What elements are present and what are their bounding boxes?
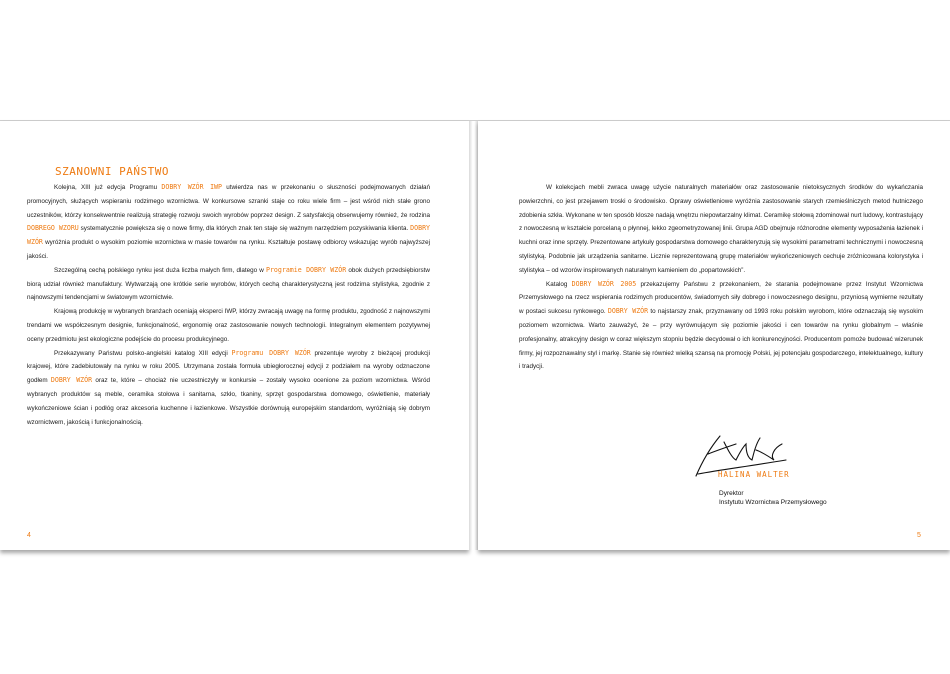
- signatory-role: [719, 490, 827, 507]
- page-number-right: 5: [917, 532, 921, 539]
- program-name-highlight: DOBRY WZÓR: [27, 224, 431, 247]
- book-gutter: [469, 121, 478, 550]
- program-name-highlight: Programu DOBRY WZÓR: [231, 348, 311, 357]
- body-text-run: oraz te, które – chociaż nie uczestniczyły w konkursie – zostały wysoko ocenione za poziom wzornictwa. Wśród wybranych produktów są meble, ceramika stołowa i sanitarna, szkło, tkaniny, sprzęt gospodarstwa domowego, oświetlenie, materiały wykończeniowe ścian i podłóg oraz akcesoria kuchenne i łazienkowe. Wszystkie dorównują europejskim standardom, wyróżniają się dobrym wzornictwem, jakością i funkcjonalnością.: [27, 377, 431, 426]
- body-text-run: Katalog: [546, 280, 572, 288]
- body-text-run: systematycznie powiększa się o nowe firmy, dla których znak ten staje się ważnym narzędziem pozyskiwania klienta.: [78, 225, 411, 233]
- right-paragraph: [519, 278, 923, 375]
- body-text-run: Szczególną cechą polskiego rynku jest duża liczba małych firm, dlatego w: [54, 266, 266, 274]
- signatory-title: Dyrektor: [719, 490, 744, 497]
- body-text-run: Przekazywany Państwu polsko-angielski katalog XIII edycji: [54, 349, 232, 357]
- right-paragraph: [519, 181, 923, 278]
- program-name-highlight: DOBRY WZÓR: [607, 307, 649, 316]
- program-name-highlight: DOBREGO WZORU: [27, 224, 79, 233]
- right-body-text: [519, 181, 923, 374]
- left-paragraph: [27, 305, 430, 346]
- page-heading: SZANOWNI PAŃSTWO: [55, 165, 169, 178]
- body-text-run: Kolejna, XIII już edycja Programu: [54, 184, 162, 191]
- body-text-run: Krajową produkcję w wybranych branżach oceniają eksperci IWP, którzy zwracają uwagę na formę produktu, zgodność z najnowszymi trendami we współczesnym designie, funkcjonalność, ergonomię oraz zastosowanie nowych technologii. Integralnym elementem pozytywnej oceny przedmiotu jest ekologiczne podejście do procesu produkcyjnego.: [27, 308, 430, 343]
- signatory-institution: Instytutu Wzornictwa Przemysłowego: [719, 498, 827, 506]
- signatory-name: HALINA WALTER: [718, 470, 790, 479]
- page-number-left: 4: [27, 532, 31, 539]
- body-text-run: utwierdza nas w przekonaniu o słuszności podejmowanych działań promocyjnych, służących wspieraniu rodzimego wzornictwa. W konkursowe szranki staje co roku wiele firm – jest wśród nich stałe grono uczestników, którzy konsekwentnie realizują strategię rozwoju swoich wyrobów poprzez design. Z satysfakcją obserwujemy również, że rodzina: [27, 184, 430, 219]
- left-paragraph: [27, 181, 430, 264]
- body-text-run: obok dużych przedsiębiorstw biorą udział również manufaktury. Wytwarzają one krótkie serie wyrobów, których cechą charakterystyczną jest rodzima stylistyka, zgodnie z najnowszymi tendencjami w światowym wzornictwie.: [27, 266, 430, 302]
- left-body-text: [27, 181, 430, 429]
- program-name-highlight: DOBRY WZÓR 2005: [571, 279, 637, 288]
- program-name-highlight: Programie DOBRY WZÓR: [265, 265, 347, 274]
- program-name-highlight: DOBRY WZÓR IWP: [161, 183, 222, 191]
- left-paragraph: [27, 347, 430, 430]
- program-name-highlight: DOBRY WZÓR: [50, 376, 93, 385]
- body-text-run: to najstarszy znak, przyznawany od 1993 roku polskim wyrobom, które odznaczają się wysokim poziomem wzornictwa. Warto zauważyć, że – przy wyrównującym się poziomie jakości i cen towarów na rynku globalnym – właśnie profesjonalny, atrakcyjny design w coraz większym stopniu będzie decydował o ich konkurencyjności. Producentom pomoże budować wizerunek firmy, jej rozpoznawalny styl i markę. Stanie się również wielką szansą na promocję Polski, jej potencjału gospodarczego, intelektualnego, kultury i tradycji.: [519, 308, 923, 371]
- body-text-run: prezentuje wyroby z bieżącej produkcji krajowej, które zadebiutowały na rynku w roku 2005. Utrzymana została formuła ubiegłorocznej edycji z podziałem na wyroby odznaczone godłem: [27, 349, 430, 385]
- body-text-run: wyróżnia produkt o wysokim poziomie wzornictwa w masie towarów na rynku. Kształtuje postawę odbiorcy wskazując wyrób najwyższej jakości.: [27, 239, 430, 260]
- body-text-run: przekazujemy Państwu z przekonaniem, że starania podejmowane przez Instytut Wzornictwa Przemysłowego na rzecz wspierania rodzimych producentów, świadomych siły dobrego i nowoczesnego designu, przyniosą wymierne rezultaty w postaci sukcesu rynkowego.: [519, 280, 923, 316]
- left-paragraph: [27, 264, 430, 305]
- body-text-run: W kolekcjach mebli zwraca uwagę użycie naturalnych materiałów oraz zastosowanie nietoksycznych środków do wykańczania powierzchni, co jest przejawem troski o środowisko. Oprawy oświetleniowe wyróżnia zastosowanie starych rzemieślniczych metod hutniczego zdobienia szkła. Wykonane w ten sposób klosze nadają wnętrzu niepowtarzalny klimat. Ceramikę stołową zdominował nurt ludowy, kontrastujący z nowoczesną w kształcie porcelaną o płynnej, lekko zgeometryzowanej linii. Grupa AGD obejmuje różnorodne elementy wyposażenia łazienek i kuchni oraz inne sprzęty. Prezentowane artykuły gospodarstwa domowego charakteryzują się wysokimi parametrami technicznymi i nowoczesną stylistyką. Podobnie jak urządzenia sanitarne. Licznie reprezentowaną grupę materiałów wykończeniowych cechuje zróżnicowana kolorystyka i stylistyka – od wzorów inspirowanych naturalnym kamieniem do „popartowskich”.: [519, 184, 923, 274]
